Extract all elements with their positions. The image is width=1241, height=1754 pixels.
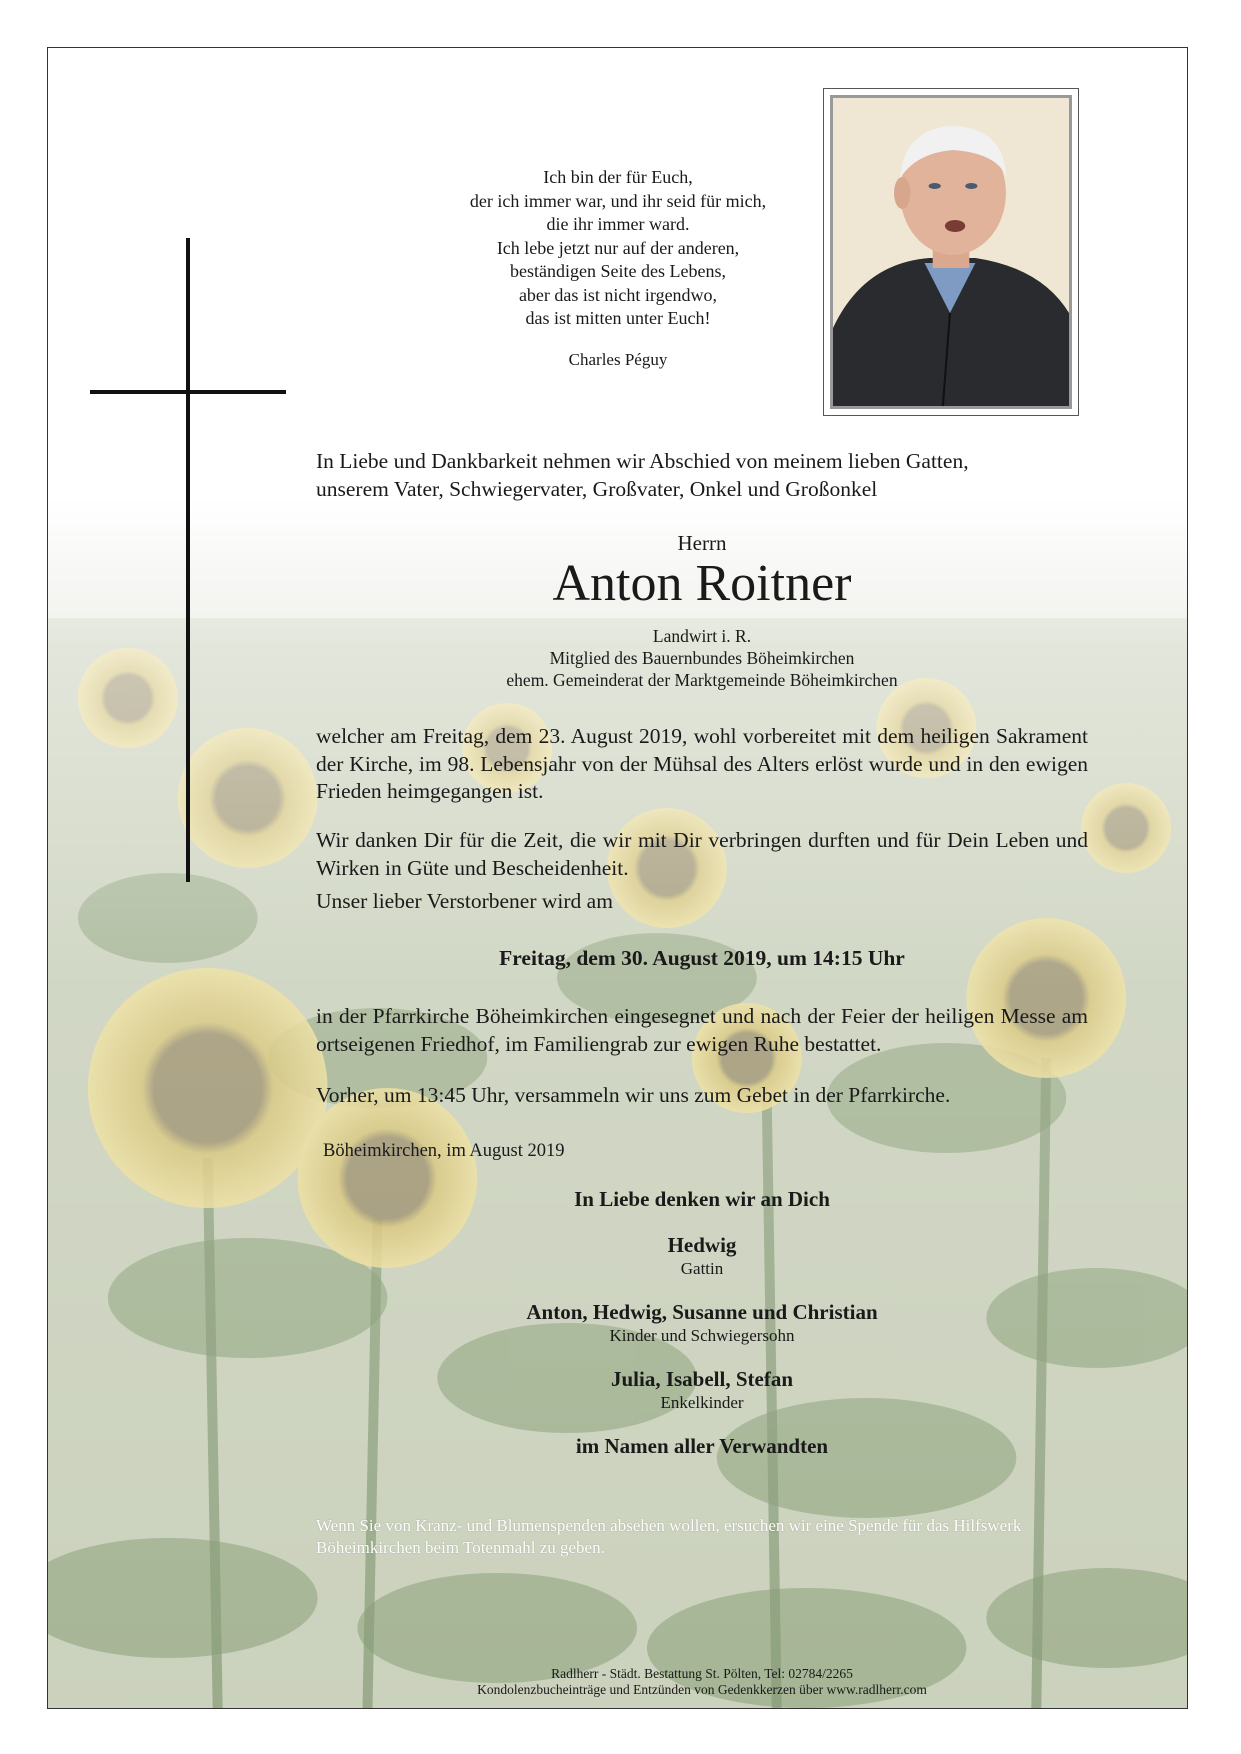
cross-vertical-bar [186,238,190,882]
family-group [316,1299,1088,1346]
family-heading: In Liebe denken wir an Dich [574,1187,830,1211]
poem-line: das ist mitten unter Euch! [525,308,711,328]
intro-text [316,448,1088,503]
deceased-title: ehem. Gemeinderat der Marktgemeinde Böheimkirchen [506,670,898,690]
family-heading-group [316,1186,1088,1212]
family-relation: Enkelkinder [660,1393,744,1412]
deceased-name: Anton Roitner [552,555,852,612]
poem [348,166,888,331]
poem-author: Charles Péguy [568,350,668,369]
portrait-image [833,98,1069,406]
deceased-title: Landwirt i. R. [652,626,752,646]
family-relation: Gattin [680,1259,724,1278]
poem-line: Ich bin der für Euch, [543,167,693,187]
family-group [316,1232,1088,1279]
family-closing-group [316,1433,1088,1459]
death-paragraph: welcher am Freitag, dem 23. August 2019, wohl vorbereitet mit dem heiligen Sakrament der Kirche, im 98. Lebensjahr von der Mühsal des Alters erlöst wurde und in den ewigen Frieden heimgegangen ist. [316,724,1088,803]
donation-note: Wenn Sie von Kranz- und Blumenspenden absehen wollen, ersuchen wir eine Spende für das Hilfswerk Böheimkirchen beim Totenmahl zu geben. [316,1516,1022,1557]
thanks-paragraph: Wir danken Dir für die Zeit, die wir mit Dir verbringen durften und für Dein Leben und Wirken in Güte und Bescheidenheit. [316,828,1088,880]
place-and-date: Böheimkirchen, im August 2019 [323,1141,565,1161]
deceased-title: Mitglied des Bauernbundes Böheimkirchen [549,648,855,668]
poem-line: aber das ist nicht irgendwo, [518,284,718,305]
poem-line: beständigen Seite des Lebens, [510,261,726,281]
family-closing: im Namen aller Verwandten [575,1434,829,1458]
burial-date: Freitag, dem 30. August 2019, um 14:15 Uhr [499,946,905,970]
salutation: Herrn [677,531,727,555]
intro-line: In Liebe und Dankbarkeit nehmen wir Abschied von meinem lieben Gatten, [316,449,969,473]
poem-line: der ich immer war, und ihr seid für mich, [469,190,767,211]
poem-line: Ich lebe jetzt nur auf der anderen, [496,237,740,258]
deceased-titles [316,625,1088,691]
footer-line: Kondolenzbucheinträge und Entzünden von Gedenkkerzen über www.radlherr.com [477,1682,927,1697]
portrait-photo-frame [823,88,1079,416]
footer [316,1666,1088,1698]
intro-line: unserem Vater, Schwiegervater, Großvater, Onkel und Großonkel [316,476,878,501]
portrait-photo [830,95,1072,409]
family-section [316,1186,1088,1479]
obituary-card [47,47,1188,1709]
family-names: Anton, Hedwig, Susanne und Christian [526,1300,878,1324]
footer-line: Radlherr - Städt. Bestattung St. Pölten, Tel: 02784/2265 [551,1666,853,1681]
poem-line: die ihr immer ward. [546,214,690,234]
family-group [316,1366,1088,1413]
family-relation: Kinder und Schwiegersohn [609,1326,795,1345]
family-names: Julia, Isabell, Stefan [610,1367,794,1391]
family-names: Hedwig [667,1233,737,1257]
prayer-paragraph: Vorher, um 13:45 Uhr, versammeln wir uns zum Gebet in der Pfarrkirche. [316,1083,951,1107]
church-paragraph: in der Pfarrkirche Böheimkirchen eingesegnet und nach der Feier der heiligen Messe am ortseigenen Friedhof, im Familiengrab zur ewigen Ruhe bestattet. [316,1004,1088,1056]
burial-intro: Unser lieber Verstorbener wird am [316,889,613,913]
cross-horizontal-bar [90,390,286,394]
